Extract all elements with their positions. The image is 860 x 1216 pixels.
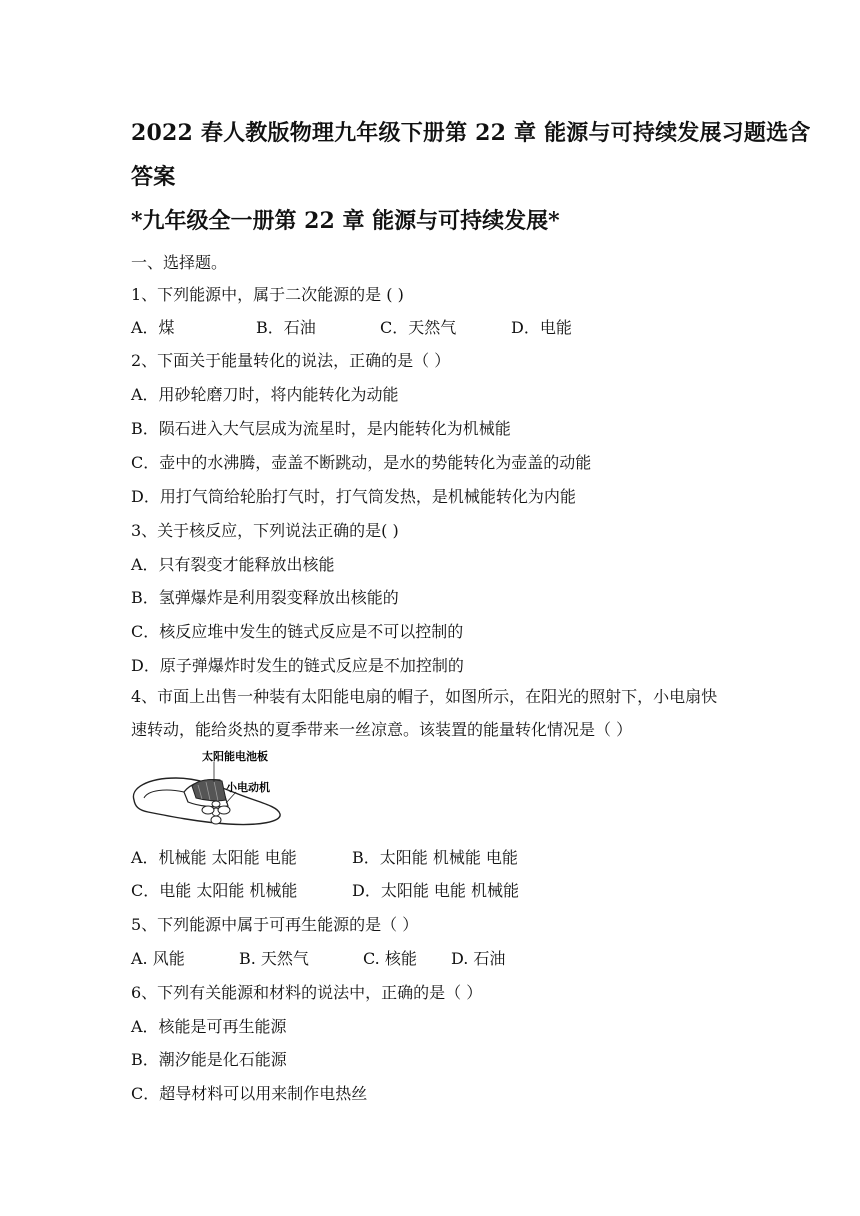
solar-hat-figure xyxy=(128,748,288,830)
doc-title-line1: 2022 春人教版物理九年级下册第 22 章 能源与可持续发展习题选含 xyxy=(131,120,811,146)
option-c: C．天然气 xyxy=(380,318,457,337)
option-c: C．电能 太阳能 机械能 xyxy=(131,881,298,900)
question-3-stem: 3、关于核反应，下列说法正确的是( ) xyxy=(131,521,399,540)
question-2-option-a: A．用砂轮磨刀时，将内能转化为动能 xyxy=(131,385,399,404)
doc-subtitle: *九年级全一册第 22 章 能源与可持续发展* xyxy=(131,208,560,234)
question-2-option-d: D．用打气筒给轮胎打气时，打气筒发热，是机械能转化为内能 xyxy=(131,487,576,506)
option-b: B．太阳能 机械能 电能 xyxy=(352,848,518,867)
question-2-option-b: B．陨石进入大气层成为流星时，是内能转化为机械能 xyxy=(131,419,511,438)
question-6-stem: 6、下列有关能源和材料的说法中，正确的是（ ） xyxy=(131,983,483,1002)
option-b: B．石油 xyxy=(256,318,316,337)
option-d: D. 石油 xyxy=(451,949,506,968)
question-6-option-c: C．超导材料可以用来制作电热丝 xyxy=(131,1084,368,1103)
option-c: C. 核能 xyxy=(363,949,417,968)
section-heading: 一、选择题。 xyxy=(131,253,228,272)
question-6-option-a: A．核能是可再生能源 xyxy=(131,1017,287,1036)
solar-panel-icon xyxy=(192,780,226,801)
option-b: B. 天然气 xyxy=(239,949,309,968)
option-a: A. 风能 xyxy=(131,949,185,968)
question-1-stem: 1、下列能源中，属于二次能源的是 ( ) xyxy=(131,285,404,304)
option-d: D．太阳能 电能 机械能 xyxy=(352,881,520,900)
question-2-option-c: C．壶中的水沸腾，壶盖不断跳动，是水的势能转化为壶盖的动能 xyxy=(131,453,592,472)
option-a: A．煤 xyxy=(131,318,175,337)
doc-title-line2: 答案 xyxy=(131,164,176,190)
question-5-stem: 5、下列能源中属于可再生能源的是（ ） xyxy=(131,915,419,934)
option-d: D．电能 xyxy=(511,318,572,337)
question-6-option-b: B．潮汐能是化石能源 xyxy=(131,1050,287,1069)
question-3-option-c: C．核反应堆中发生的链式反应是不可以控制的 xyxy=(131,622,464,641)
question-3-option-d: D．原子弹爆炸时发生的链式反应是不加控制的 xyxy=(131,656,464,675)
question-2-stem: 2、下面关于能量转化的说法，正确的是（ ） xyxy=(131,351,451,370)
option-a: A．机械能 太阳能 电能 xyxy=(131,848,297,867)
figure-label-motor: 小电动机 xyxy=(226,781,270,794)
question-3-option-a: A．只有裂变才能释放出核能 xyxy=(131,555,335,574)
question-3-option-b: B．氢弹爆炸是利用裂变释放出核能的 xyxy=(131,588,399,607)
fan-icon xyxy=(202,801,230,824)
hat-brim-inner xyxy=(144,790,184,798)
figure-label-solar-panel: 太阳能电池板 xyxy=(202,750,268,763)
question-4-stem: 4、市面上出售一种装有太阳能电扇的帽子，如图所示，在阳光的照射下，小电扇快速转动，能给炎热的夏季带来一丝凉意。该装置的能量转化情况是（ ） xyxy=(131,687,718,739)
